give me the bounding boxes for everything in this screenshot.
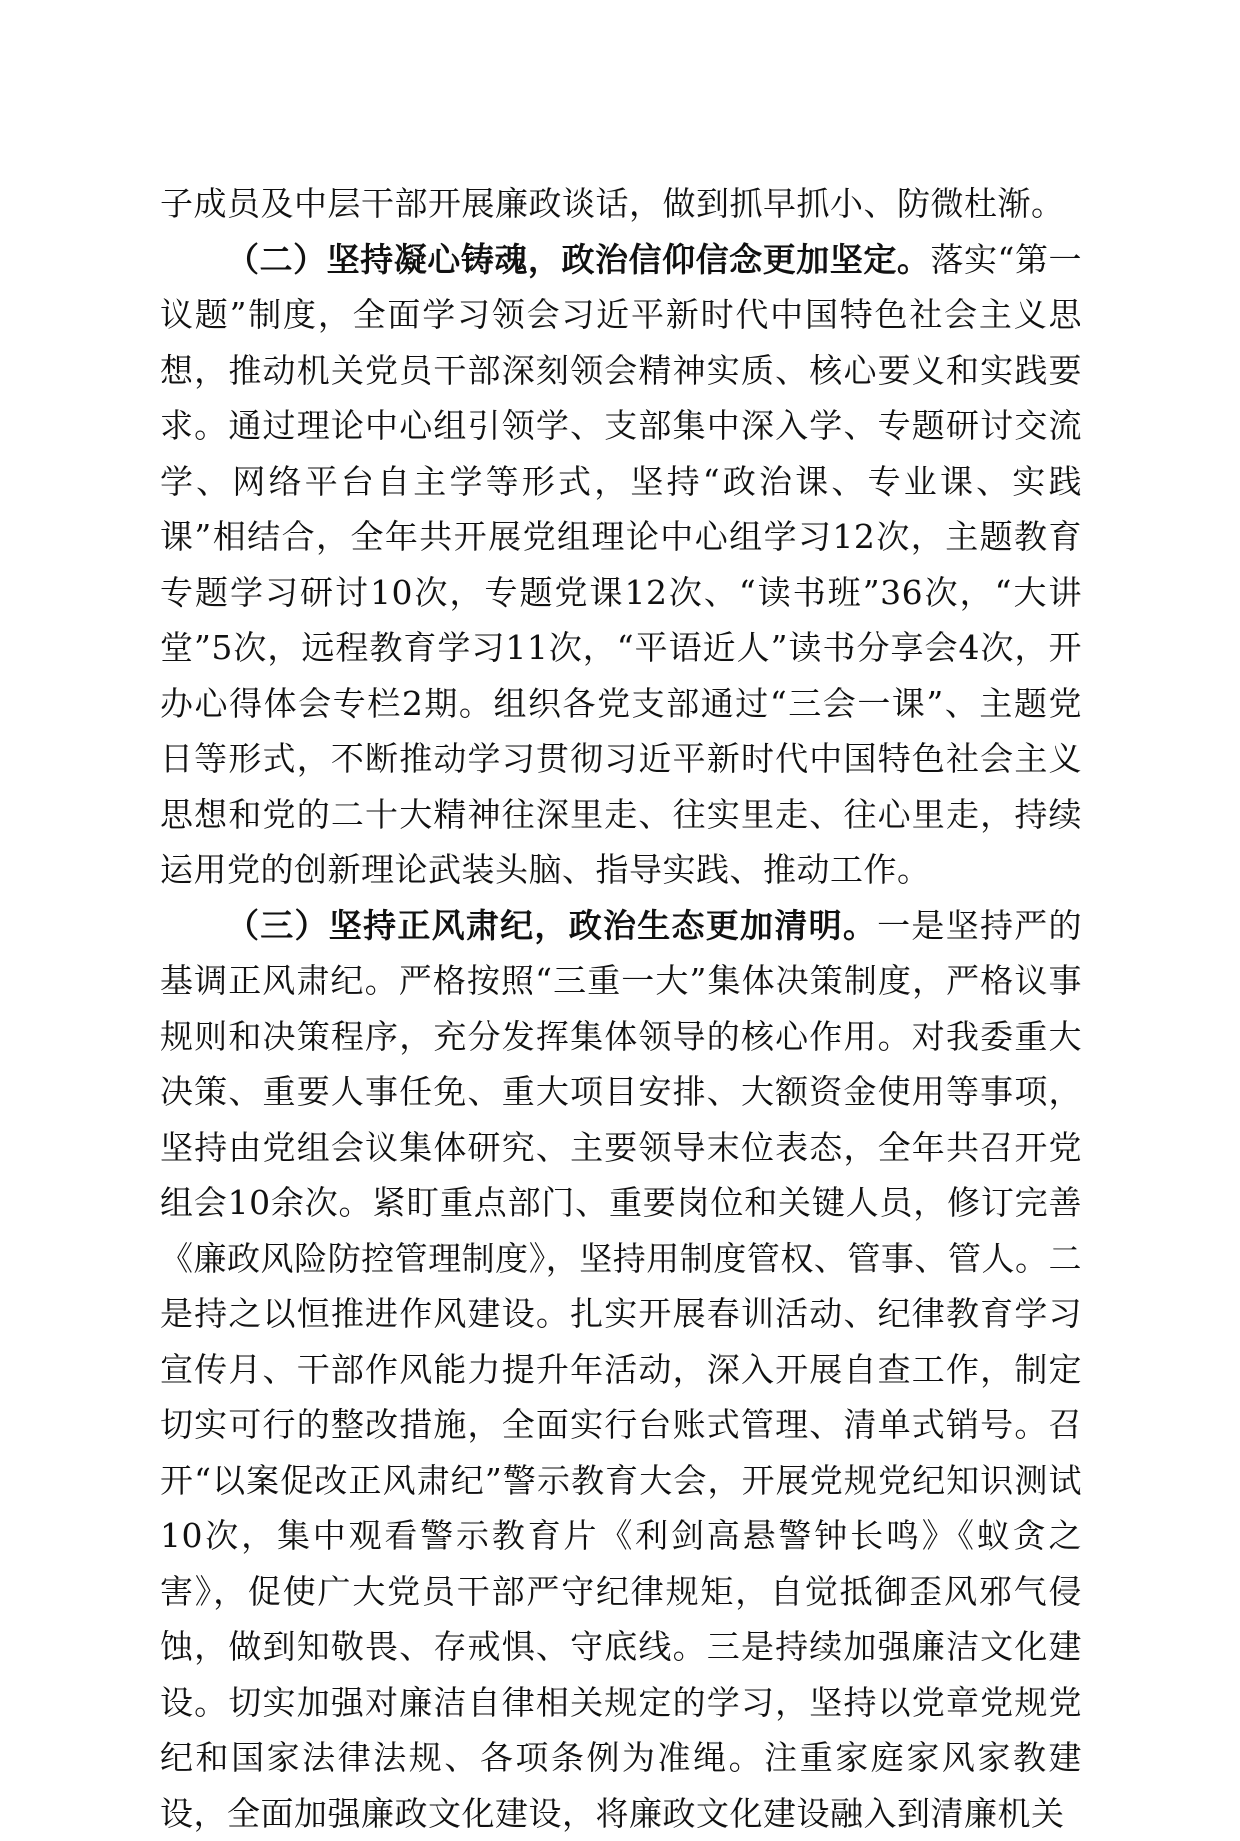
paragraph-body: 子成员及中层干部开展廉政谈话，做到抓早抓小、防微杜渐。 <box>160 184 1065 223</box>
paragraph-body: 落实“第一议题”制度，全面学习领会习近平新时代中国特色社会主义思想，推动机关党员干部深刻领会精神实质、核心要义和实践要求。通过理论中心组引领学、支部集中深入学、专题研讨交流学、网络平台自主学等形式，坚持“政治课、专业课、实践课”相结合，全年共开展党组理论中心组学习12次，主题教育专题学习研讨10次，专题党课12次、“读书班”36次，“大讲堂”5次，远程教育学习11次，“平语近人”读书分享会4次，开办心得体会专栏2期。组织各党支部通过“三会一课”、主题党日等形式，不断推动学习贯彻习近平新时代中国特色社会主义思想和党的二十大精神往深里走、往实里走、往心里走，持续运用党的创新理论武装头脑、指导实践、推动工作。 <box>160 240 1082 890</box>
paragraph-continuation <box>160 176 1082 232</box>
document-body <box>160 176 1082 1841</box>
paragraph-body: 一是坚持严的基调正风肃纪。严格按照“三重一大”集体决策制度，严格议事规则和决策程序，充分发挥集体领导的核心作用。对我委重大决策、重要人事任免、重大项目安排、大额资金使用等事项，坚持由党组会议集体研究、主要领导末位表态，全年共召开党组会10余次。紧盯重点部门、重要岗位和关键人员，修订完善《廉政风险防控管理制度》，坚持用制度管权、管事、管人。二是持之以恒推进作风建设。扎实开展春训活动、纪律教育学习宣传月、干部作风能力提升年活动，深入开展自查工作，制定切实可行的整改措施，全面实行台账式管理、清单式销号。召开“以案促改正风肃纪”警示教育大会，开展党规党纪知识测试10次，集中观看警示教育片《利剑高悬警钟长鸣》《蚁贪之害》，促使广大党员干部严守纪律规矩，自觉抵御歪风邪气侵蚀，做到知敬畏、存戒惧、守底线。三是持续加强廉洁文化建设。切实加强对廉洁自律相关规定的学习，坚持以党章党规党纪和国家法律法规、各项条例为准绳。注重家庭家风家教建设，全面加强廉政文化建设，将廉政文化建设融入到清廉机关 <box>160 906 1082 1833</box>
section-heading: （三）坚持正风肃纪，政治生态更加清明。 <box>226 906 877 945</box>
paragraph-section-3 <box>160 898 1082 1841</box>
paragraph-section-2 <box>160 232 1082 898</box>
section-heading: （二）坚持凝心铸魂，政治信仰信念更加坚定。 <box>226 240 930 279</box>
